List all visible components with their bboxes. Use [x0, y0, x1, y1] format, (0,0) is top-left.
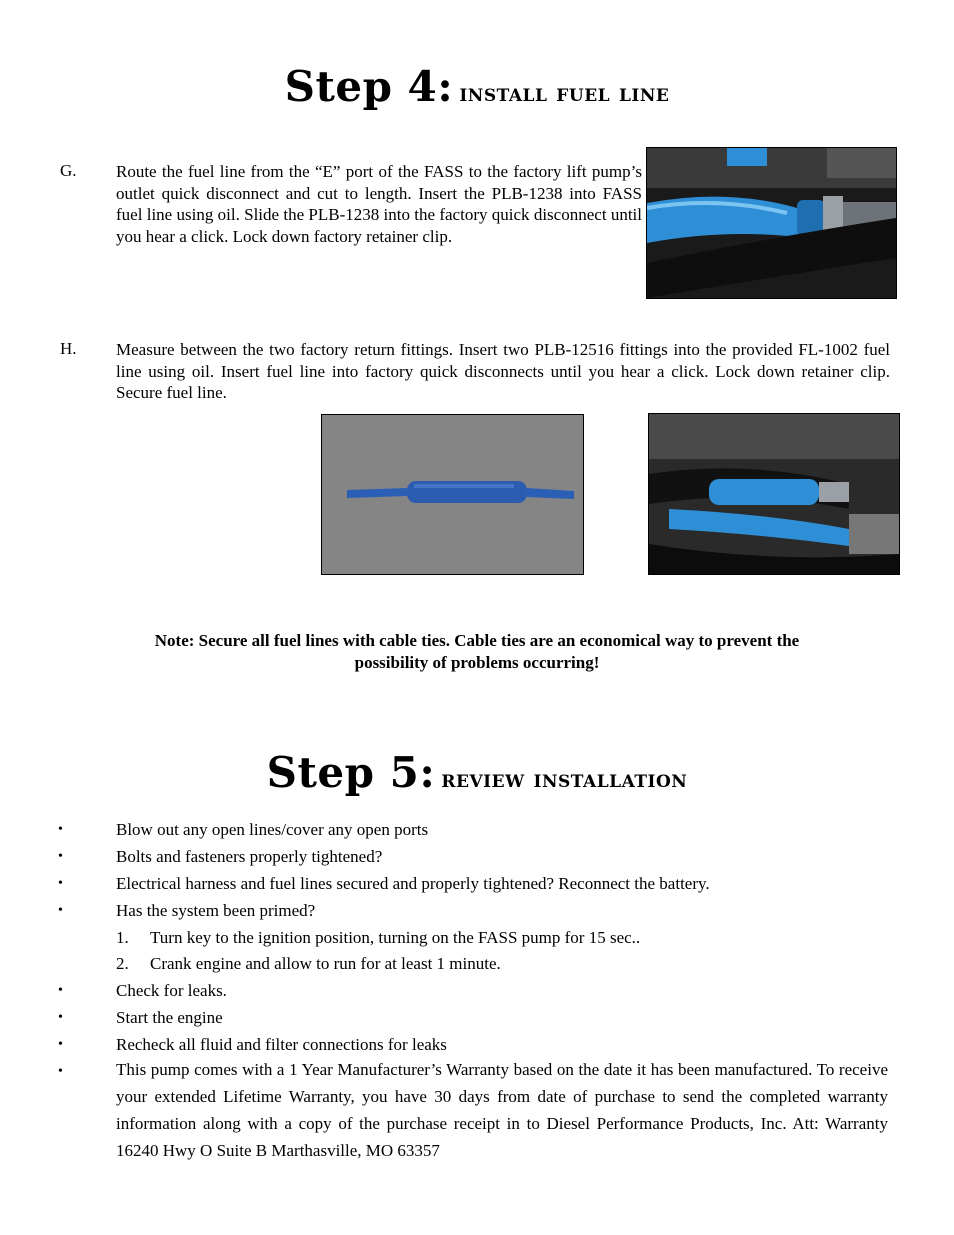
bullet-icon: •	[58, 1064, 63, 1079]
bullet-icon: •	[58, 1010, 63, 1025]
bullet-icon: •	[58, 876, 63, 891]
fuel-line-connection-photo	[646, 147, 897, 299]
step-g-text: Route the fuel line from the “E” port of the FASS to the factory lift pump’s outlet quick disconnect and cut to length. Insert the PLB-1238 into FASS fuel line using oil. Slide the PLB-1238 into the factory quick disconnect until you hear a click. Lock down factory retainer clip.	[116, 162, 642, 246]
step-h-marker: H.	[60, 339, 77, 358]
bullet-icon: •	[58, 849, 63, 864]
bullet-icon: •	[58, 1037, 63, 1052]
fuel-line-part-photo	[321, 414, 584, 575]
note-line-2: possibility of problems occurring!	[354, 653, 600, 672]
step-5-heading	[0, 748, 954, 797]
bullet-icon: •	[58, 822, 63, 837]
step-4-subtitle: install fuel line	[459, 78, 670, 107]
step-4-heading	[0, 62, 954, 111]
step-g-marker: G.	[60, 161, 77, 180]
warranty-text: This pump comes with a 1 Year Manufacturer’s Warranty based on the date it has been manufactured. To receive your extended Lifetime Warranty, you have 30 days from date of purchase to send the completed warranty information along with a copy of the purchase receipt in to Diesel Performance Products, Inc. Att: Warranty 16240 Hwy O Suite B Marthasville, MO 63357	[116, 1060, 888, 1160]
bullet-icon: •	[58, 903, 63, 918]
cable-tie-note	[80, 630, 874, 674]
step-5-subtitle: review installation	[441, 764, 688, 793]
return-line-installed-photo	[648, 413, 900, 575]
step-h-text: Measure between the two factory return fittings. Insert two PLB-12516 fittings into the provided FL-1002 fuel line using oil. Insert fuel line into factory quick disconnects until you hear a click. Lock down retainer clip. Secure fuel line.	[116, 340, 890, 402]
step-5-title: Step 5:	[266, 748, 436, 797]
note-line-1: Note: Secure all fuel lines with cable ties. Cable ties are an economical way to prevent the	[154, 631, 800, 650]
step-4-title: Step 4:	[284, 62, 454, 111]
bullet-icon: •	[58, 983, 63, 998]
